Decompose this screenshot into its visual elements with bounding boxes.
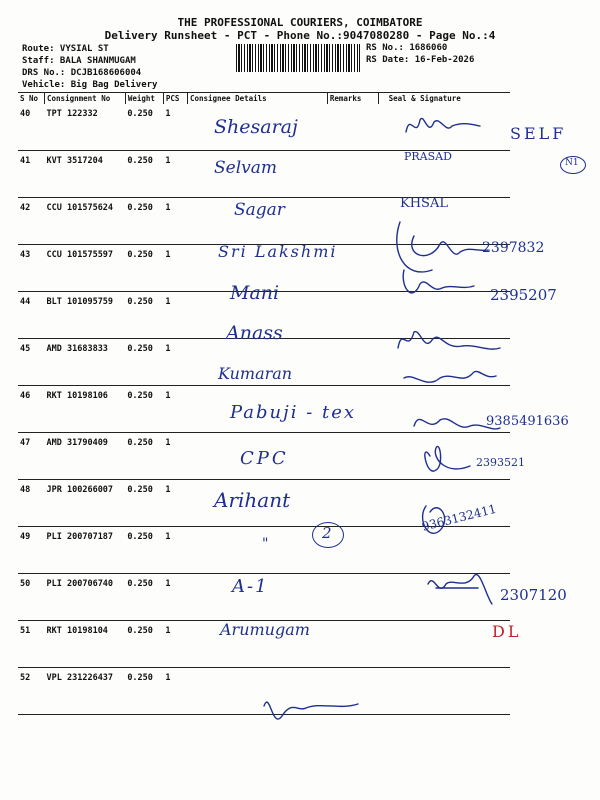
cell-pcs: 1 [163, 386, 187, 433]
handwritten-name: Pabuji - tex [230, 402, 357, 423]
signature-mark [428, 575, 492, 604]
signature-mark [404, 371, 496, 382]
signature-mark [397, 222, 432, 272]
cell-consignment: JPR 100266007 [45, 480, 126, 527]
cell-consignment: KVT 3517204 [45, 151, 126, 198]
header-sno: S No [18, 93, 45, 105]
handwritten-name: CPC [240, 448, 289, 469]
cell-consignment: AMD 31683833 [45, 339, 126, 386]
cell-pcs: 1 [163, 151, 187, 198]
cell-pcs: 1 [163, 621, 187, 668]
signature-mark [403, 270, 474, 293]
cell-sno: 49 [18, 527, 45, 574]
cell-pcs: 1 [163, 292, 187, 339]
phone-number: 9385491636 [486, 414, 569, 429]
signature-mark [425, 446, 470, 471]
cell-sno: 40 [18, 104, 45, 151]
cell-sno: 51 [18, 621, 45, 668]
cell-consignment: CCU 101575597 [45, 245, 126, 292]
cell-weight: 0.250 [125, 245, 163, 292]
handwritten-name: Sri Lakshmi [218, 242, 338, 261]
handwritten-name: Mani [230, 282, 280, 304]
rs-number-field: RS No.: 1686060 [366, 43, 448, 53]
cell-consignment: PLI 200707187 [45, 527, 126, 574]
cell-pcs: 1 [163, 574, 187, 621]
phone-number: 2307120 [500, 586, 567, 604]
header-seal: Seal & Signature [378, 93, 510, 105]
document-title: THE PROFESSIONAL COURIERS, COIMBATORE [177, 16, 423, 29]
self-note: SELF [510, 124, 567, 143]
cell-pcs: 1 [163, 339, 187, 386]
handwritten-name: Kumaran [218, 364, 293, 383]
header-weight: Weight [125, 93, 163, 105]
cell-sno: 42 [18, 198, 45, 245]
cell-pcs: 1 [163, 668, 187, 715]
handwritten-name: " [262, 536, 269, 552]
cell-pcs: 1 [163, 198, 187, 245]
route-field: Route: VYSIAL ST [22, 44, 109, 54]
cell-pcs: 1 [163, 527, 187, 574]
cell-consignment: VPL 231226437 [45, 668, 126, 715]
signature-mark [412, 236, 488, 256]
phone-number: 9363132411 [420, 501, 498, 534]
handwritten-name: Anass [226, 322, 283, 344]
handwritten-name: Shesaraj [214, 116, 298, 138]
cell-consignment: RKT 10198106 [45, 386, 126, 433]
handwritten-name: Sagar [234, 200, 285, 220]
cell-sno: 52 [18, 668, 45, 715]
cell-sno: 44 [18, 292, 45, 339]
prasad-note: PRASAD [404, 150, 452, 163]
cell-consignment: PLI 200706740 [45, 574, 126, 621]
header-pcs: PCS [163, 93, 187, 105]
cell-weight: 0.250 [125, 198, 163, 245]
cell-weight: 0.250 [125, 292, 163, 339]
handwritten-name: A-1 [232, 576, 269, 597]
cell-weight: 0.250 [125, 104, 163, 151]
cell-weight: 0.250 [125, 433, 163, 480]
cell-consignment: CCU 101575624 [45, 198, 126, 245]
cell-sno: 47 [18, 433, 45, 480]
signature-mark [398, 332, 500, 350]
cell-pcs: 1 [163, 433, 187, 480]
remark-signature: KHSAL [400, 196, 448, 211]
phone-number: 2393521 [476, 456, 525, 469]
staff-field: Staff: BALA SHANMUGAM [22, 56, 136, 66]
cell-weight: 0.250 [125, 574, 163, 621]
signature-mark [406, 118, 480, 132]
cell-weight: 0.250 [125, 668, 163, 715]
cell-sno: 50 [18, 574, 45, 621]
phone-number: 2397832 [482, 240, 545, 256]
dl-note: DL [492, 622, 522, 641]
header-remarks: Remarks [327, 93, 378, 105]
drs-field: DRS No.: DCJB168606004 [22, 68, 142, 78]
cell-weight: 0.250 [125, 527, 163, 574]
cell-weight: 0.250 [125, 339, 163, 386]
cell-pcs: 1 [163, 245, 187, 292]
cell-consignment: AMD 31790409 [45, 433, 126, 480]
cell-weight: 0.250 [125, 480, 163, 527]
cell-weight: 0.250 [125, 386, 163, 433]
vehicle-field: Vehicle: Big Bag Delivery [22, 80, 158, 90]
cell-consignment: TPT 122332 [45, 104, 126, 151]
cell-sno: 43 [18, 245, 45, 292]
handwritten-name: Arihant [214, 488, 291, 512]
cell-weight: 0.250 [125, 621, 163, 668]
cell-sno: 46 [18, 386, 45, 433]
phone-number: 2395207 [490, 286, 557, 304]
cell-sno: 48 [18, 480, 45, 527]
header-consignment: Consignment No [45, 93, 126, 105]
n1-note: N1 [565, 158, 579, 168]
cell-consignment: BLT 101095759 [45, 292, 126, 339]
document-subtitle: Delivery Runsheet - PCT - Phone No.:9047080280 - Page No.:4 [104, 29, 496, 42]
signature-mark [423, 506, 445, 533]
cell-sno: 45 [18, 339, 45, 386]
cell-pcs: 1 [163, 480, 187, 527]
rs-date-field: RS Date: 16-Feb-2026 [366, 55, 475, 65]
signature-mark [414, 419, 500, 429]
cell-pcs: 1 [163, 104, 187, 151]
signature-mark [264, 702, 358, 719]
cell-consignment: RKT 10198104 [45, 621, 126, 668]
circled-number: 2 [322, 524, 332, 542]
cell-weight: 0.250 [125, 151, 163, 198]
handwritten-name: Arumugam [220, 620, 310, 639]
cell-sno: 41 [18, 151, 45, 198]
header-consignee: Consignee Details [187, 93, 327, 105]
handwritten-name: Selvam [214, 158, 278, 178]
